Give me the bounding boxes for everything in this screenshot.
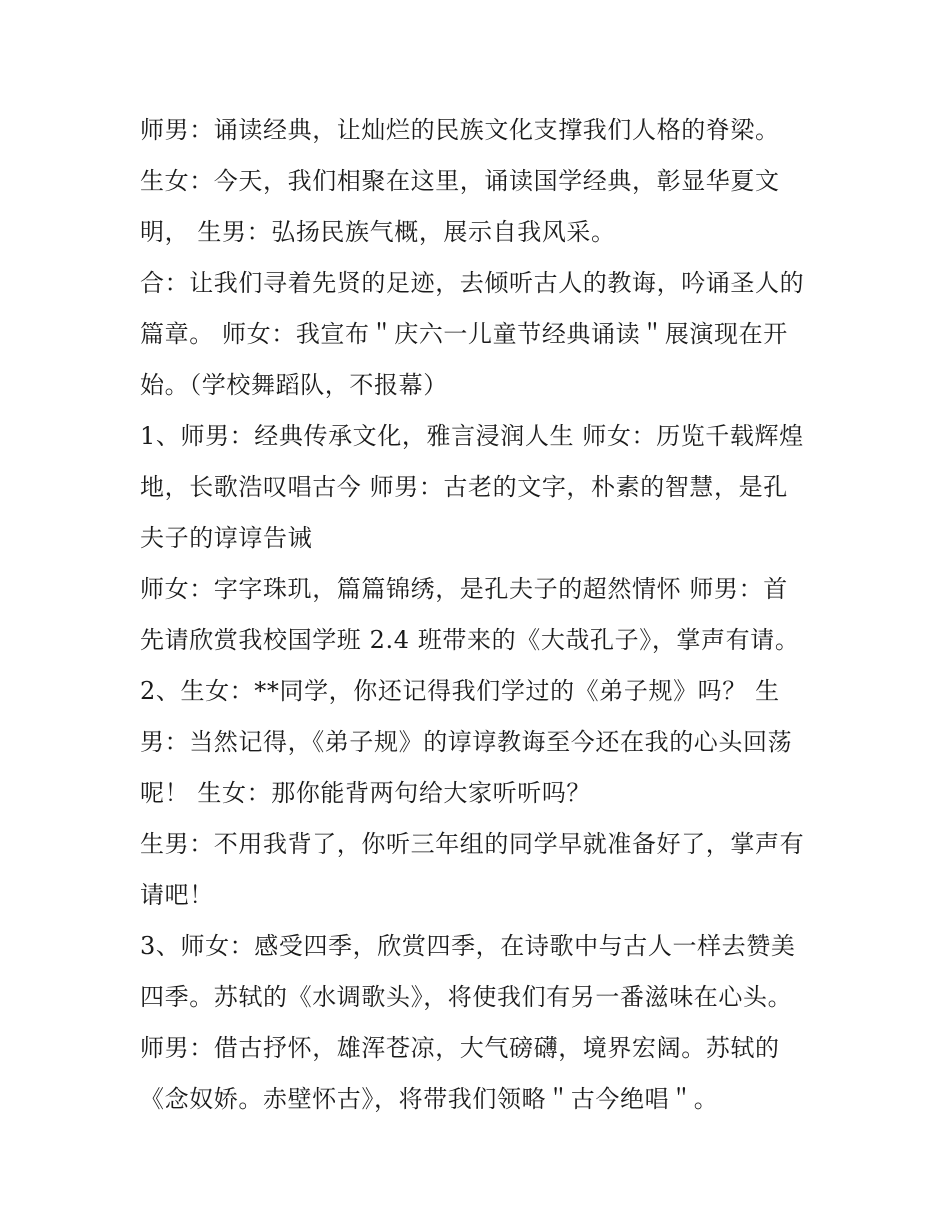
text-line: 2、生女：**同学，你还记得我们学过的《弟子规》吗？ 生 [140,677,780,705]
text-line: 师男：诵读经典，让灿烂的民族文化支撑我们人格的脊梁。 [140,116,780,144]
text-line: 夫子的谆谆告诫 [140,524,313,552]
text-line: 师女：字字珠玑，篇篇锦绣，是孔夫子的超然情怀 师男：首 [140,575,788,603]
text-line: 先请欣赏我校国学班 2.4 班带来的《大哉孔子》，掌声有请。 [140,626,800,654]
text-line: 篇章。 师女：我宣布＂庆六一儿童节经典诵读＂展演现在开 [140,320,788,348]
text-line: 生男：不用我背了，你听三年组的同学早就准备好了，掌声有 [140,830,805,858]
text-line: 师男：借古抒怀，雄浑苍凉，大气磅礴，境界宏阔。苏轼的 [140,1034,780,1062]
text-line: 1、师男：经典传承文化，雅言浸润人生 师女：历览千载辉煌 [140,422,804,450]
text-line: 《念奴娇。赤壁怀古》，将带我们领略＂古今绝唱＂。 [140,1085,719,1113]
text-line: 明， 生男：弘扬民族气概，展示自我风采。 [140,218,616,246]
text-line: 呢！ 生女：那你能背两句给大家听听吗？ [140,779,592,807]
text-line: 男：当然记得，《弟子规》的谆谆教诲至今还在我的心头回荡 [140,728,793,756]
text-line: 始。（学校舞蹈队，不报幕） [140,371,448,399]
text-line: 地，长歌浩叹唱古今 师男：古老的文字，朴素的智慧，是孔 [140,473,788,501]
text-line: 四季。苏轼的《水调歌头》，将使我们有另一番滋味在心头。 [140,983,793,1011]
text-line: 生女：今天，我们相聚在这里，诵读国学经典，彰显华夏文 [140,167,780,195]
text-line: 请吧！ [140,881,214,909]
document-body [140,105,820,1125]
text-line: 合：让我们寻着先贤的足迹，去倾听古人的教诲，吟诵圣人的 [140,269,805,297]
text-line: 3、师女：感受四季，欣赏四季，在诗歌中与古人一样去赞美 [140,932,796,960]
